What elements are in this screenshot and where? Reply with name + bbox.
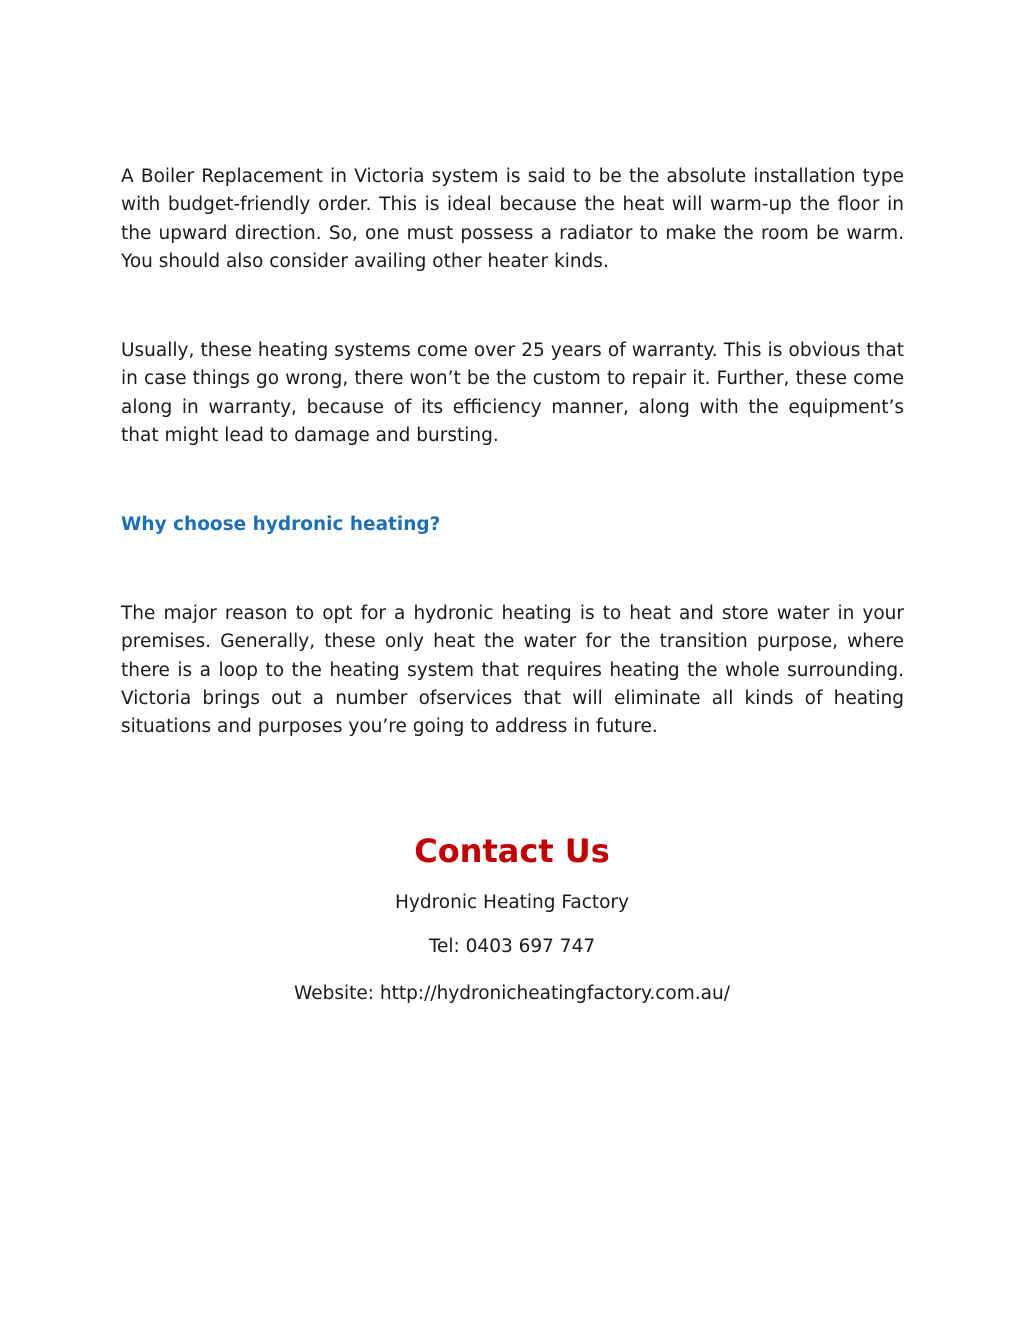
paragraph-warranty: Usually, these heating systems come over 25 years of warranty. This is obvious that in case things go wrong, there won’t be the custom to repair it. Further, these come along in warranty, because of its efficiency manner, along with the equipment’s that might lead to damage and bursting. — [121, 340, 904, 446]
contact-company-name: Hydronic Heating Factory — [395, 892, 629, 913]
contact-us-title: Contact Us — [414, 832, 610, 870]
paragraph-boiler-replacement: A Boiler Replacement in Victoria system is said to be the absolute installation type with budget-friendly order. This is ideal because the heat will warm-up the floor in the upward direction. So, one must possess a radiator to make the room be warm. You should also consider availing other heater kinds. — [121, 166, 904, 272]
contact-telephone: Tel: 0403 697 747 — [428, 936, 596, 957]
section-heading-why-hydronic: Why choose hydronic heating? — [121, 514, 441, 535]
paragraph-major-reason: The major reason to opt for a hydronic heating is to heat and store water in your premises. Generally, these only heat the water for the transition purpose, where there is a loop to the heating system that requires heating the whole surrounding. Victoria brings out a number ofservices that will eliminate all kinds of heating situations and purposes you’re going to address in future. — [121, 603, 904, 738]
contact-website: Website: http://hydronicheatingfactory.com.au/ — [294, 983, 730, 1004]
